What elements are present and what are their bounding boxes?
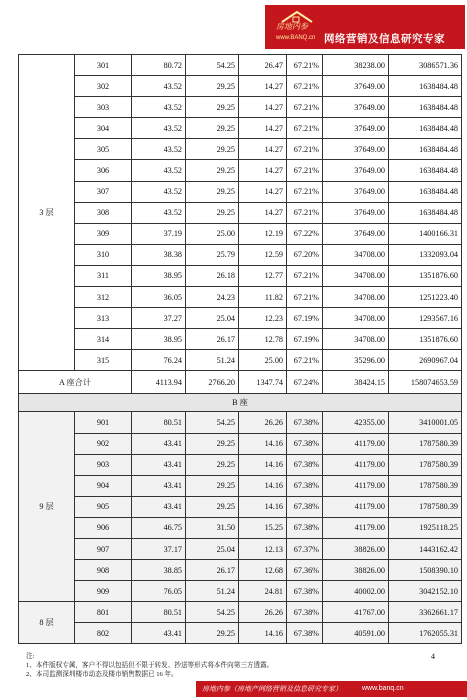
ratio-cell: 67.36% bbox=[287, 560, 323, 581]
inner-area-cell: 54.25 bbox=[186, 412, 239, 433]
inner-area-cell: 26.17 bbox=[186, 329, 239, 350]
total-price-cell: 3042152.10 bbox=[389, 581, 462, 602]
table-row bbox=[19, 223, 462, 244]
unit-price-cell: 37649.00 bbox=[323, 76, 389, 97]
ratio-cell: 67.20% bbox=[287, 244, 323, 265]
total-value-cell: 158074653.59 bbox=[389, 371, 462, 394]
ratio-cell: 67.38% bbox=[287, 496, 323, 517]
table-row bbox=[19, 560, 462, 581]
area-cell: 37.17 bbox=[132, 538, 186, 559]
unit-price-cell: 41179.00 bbox=[323, 517, 389, 538]
ratio-cell: 67.38% bbox=[287, 412, 323, 433]
unit-price-cell: 35296.00 bbox=[323, 350, 389, 371]
area-cell: 43.52 bbox=[132, 139, 186, 160]
shared-area-cell: 26.26 bbox=[239, 602, 287, 623]
header-title: 网络营销及信息研究专家 bbox=[324, 34, 445, 45]
table-row bbox=[19, 350, 462, 371]
area-cell: 43.41 bbox=[132, 496, 186, 517]
total-value-cell: 4113.94 bbox=[132, 371, 186, 394]
shared-area-cell: 12.68 bbox=[239, 560, 287, 581]
total-price-cell: 1762055.31 bbox=[389, 623, 462, 644]
shared-area-cell: 14.27 bbox=[239, 160, 287, 181]
unit-price-cell: 41767.00 bbox=[323, 602, 389, 623]
ratio-cell: 67.38% bbox=[287, 517, 323, 538]
unit-price-cell: 37649.00 bbox=[323, 160, 389, 181]
ratio-cell: 67.21% bbox=[287, 202, 323, 223]
shared-area-cell: 14.27 bbox=[239, 76, 287, 97]
total-label: A 座合计 bbox=[19, 371, 132, 394]
unit-price-cell: 38238.00 bbox=[323, 55, 389, 76]
area-cell: 43.41 bbox=[132, 433, 186, 454]
tower-a-rows bbox=[19, 55, 462, 371]
shared-area-cell: 14.27 bbox=[239, 181, 287, 202]
total-price-cell: 3086571.36 bbox=[389, 55, 462, 76]
table-row bbox=[19, 139, 462, 160]
unit-cell: 306 bbox=[75, 160, 132, 181]
unit-price-cell: 38826.00 bbox=[323, 538, 389, 559]
notes bbox=[26, 652, 446, 679]
inner-area-cell: 29.25 bbox=[186, 433, 239, 454]
total-price-cell: 1638484.48 bbox=[389, 202, 462, 223]
total-price-cell: 1787580.39 bbox=[389, 433, 462, 454]
unit-price-cell: 34708.00 bbox=[323, 329, 389, 350]
unit-price-cell: 37649.00 bbox=[323, 118, 389, 139]
inner-area-cell: 29.25 bbox=[186, 118, 239, 139]
shared-area-cell: 26.47 bbox=[239, 55, 287, 76]
unit-cell: 310 bbox=[75, 244, 132, 265]
total-price-cell: 1638484.48 bbox=[389, 118, 462, 139]
total-price-cell: 1638484.48 bbox=[389, 181, 462, 202]
inner-area-cell: 54.25 bbox=[186, 602, 239, 623]
table-row bbox=[19, 160, 462, 181]
total-price-cell: 1443162.42 bbox=[389, 538, 462, 559]
unit-cell: 903 bbox=[75, 454, 132, 475]
ratio-cell: 67.21% bbox=[287, 55, 323, 76]
inner-area-cell: 54.25 bbox=[186, 55, 239, 76]
area-cell: 43.41 bbox=[132, 454, 186, 475]
shared-area-cell: 25.00 bbox=[239, 350, 287, 371]
total-price-cell: 2690967.04 bbox=[389, 350, 462, 371]
ratio-cell: 67.21% bbox=[287, 118, 323, 139]
table-row bbox=[19, 265, 462, 286]
total-price-cell: 1332093.04 bbox=[389, 244, 462, 265]
unit-cell: 305 bbox=[75, 139, 132, 160]
total-price-cell: 1293567.16 bbox=[389, 308, 462, 329]
table-row bbox=[19, 55, 462, 76]
unit-cell: 908 bbox=[75, 560, 132, 581]
total-price-cell: 1638484.48 bbox=[389, 160, 462, 181]
inner-area-cell: 29.25 bbox=[186, 623, 239, 644]
shared-area-cell: 12.23 bbox=[239, 308, 287, 329]
unit-cell: 302 bbox=[75, 76, 132, 97]
total-value-cell: 1347.74 bbox=[239, 371, 287, 394]
table-row bbox=[19, 202, 462, 223]
inner-area-cell: 25.00 bbox=[186, 223, 239, 244]
table-row bbox=[19, 181, 462, 202]
shared-area-cell: 14.16 bbox=[239, 433, 287, 454]
ratio-cell: 67.38% bbox=[287, 475, 323, 496]
unit-price-cell: 34708.00 bbox=[323, 244, 389, 265]
inner-area-cell: 29.25 bbox=[186, 76, 239, 97]
inner-area-cell: 51.24 bbox=[186, 581, 239, 602]
total-price-cell: 1351876.60 bbox=[389, 265, 462, 286]
ratio-cell: 67.38% bbox=[287, 623, 323, 644]
unit-price-cell: 34708.00 bbox=[323, 287, 389, 308]
area-cell: 43.52 bbox=[132, 76, 186, 97]
unit-cell: 802 bbox=[75, 623, 132, 644]
unit-cell: 902 bbox=[75, 433, 132, 454]
section-title: B 座 bbox=[19, 394, 462, 412]
unit-cell: 901 bbox=[75, 412, 132, 433]
area-cell: 37.27 bbox=[132, 308, 186, 329]
unit-cell: 303 bbox=[75, 97, 132, 118]
table-row bbox=[19, 433, 462, 454]
ratio-cell: 67.21% bbox=[287, 181, 323, 202]
unit-cell: 907 bbox=[75, 538, 132, 559]
tower-b-rows bbox=[19, 412, 462, 644]
unit-cell: 312 bbox=[75, 287, 132, 308]
total-value-cell: 67.24% bbox=[287, 371, 323, 394]
total-value-cell: 2766.20 bbox=[186, 371, 239, 394]
ratio-cell: 67.38% bbox=[287, 581, 323, 602]
area-cell: 38.85 bbox=[132, 560, 186, 581]
total-price-cell: 1787580.39 bbox=[389, 496, 462, 517]
total-price-cell: 1787580.39 bbox=[389, 454, 462, 475]
shared-area-cell: 26.26 bbox=[239, 412, 287, 433]
note-item: 1、本件版权专属，客户不得以包括但不限于转发、抄送等形式将本件向第三方透露。 bbox=[26, 662, 274, 669]
inner-area-cell: 51.24 bbox=[186, 350, 239, 371]
table-row bbox=[19, 602, 462, 623]
sales-table bbox=[18, 54, 462, 644]
inner-area-cell: 29.25 bbox=[186, 139, 239, 160]
unit-cell: 801 bbox=[75, 602, 132, 623]
unit-price-cell: 41179.00 bbox=[323, 475, 389, 496]
table-row bbox=[19, 412, 462, 433]
ratio-cell: 67.21% bbox=[287, 350, 323, 371]
unit-cell: 309 bbox=[75, 223, 132, 244]
unit-cell: 906 bbox=[75, 517, 132, 538]
logo-name: 房地内参 bbox=[276, 22, 308, 31]
ratio-cell: 67.38% bbox=[287, 433, 323, 454]
area-cell: 36.05 bbox=[132, 287, 186, 308]
unit-price-cell: 37649.00 bbox=[323, 202, 389, 223]
ratio-cell: 67.21% bbox=[287, 139, 323, 160]
ratio-cell: 67.22% bbox=[287, 223, 323, 244]
shared-area-cell: 12.13 bbox=[239, 538, 287, 559]
inner-area-cell: 29.25 bbox=[186, 97, 239, 118]
unit-price-cell: 37649.00 bbox=[323, 97, 389, 118]
unit-cell: 308 bbox=[75, 202, 132, 223]
shared-area-cell: 14.16 bbox=[239, 454, 287, 475]
area-cell: 43.52 bbox=[132, 160, 186, 181]
tower-a-total bbox=[19, 371, 462, 394]
table-row bbox=[19, 454, 462, 475]
inner-area-cell: 31.50 bbox=[186, 517, 239, 538]
shared-area-cell: 14.27 bbox=[239, 97, 287, 118]
table-row bbox=[19, 97, 462, 118]
shared-area-cell: 11.82 bbox=[239, 287, 287, 308]
unit-price-cell: 34708.00 bbox=[323, 265, 389, 286]
shared-area-cell: 14.27 bbox=[239, 118, 287, 139]
shared-area-cell: 14.27 bbox=[239, 202, 287, 223]
area-cell: 38.38 bbox=[132, 244, 186, 265]
section-header-row bbox=[19, 394, 462, 412]
ratio-cell: 67.21% bbox=[287, 97, 323, 118]
floor-label: 9 层 bbox=[19, 412, 75, 602]
unit-cell: 304 bbox=[75, 118, 132, 139]
unit-cell: 904 bbox=[75, 475, 132, 496]
unit-cell: 307 bbox=[75, 181, 132, 202]
floor-label: 8 层 bbox=[19, 602, 75, 644]
unit-price-cell: 37649.00 bbox=[323, 223, 389, 244]
table-row bbox=[19, 308, 462, 329]
area-cell: 80.51 bbox=[132, 412, 186, 433]
area-cell: 43.52 bbox=[132, 181, 186, 202]
total-price-cell: 1638484.48 bbox=[389, 76, 462, 97]
unit-price-cell: 40002.00 bbox=[323, 581, 389, 602]
inner-area-cell: 25.04 bbox=[186, 538, 239, 559]
area-cell: 46.75 bbox=[132, 517, 186, 538]
inner-area-cell: 25.79 bbox=[186, 244, 239, 265]
area-cell: 43.41 bbox=[132, 623, 186, 644]
ratio-cell: 67.21% bbox=[287, 265, 323, 286]
shared-area-cell: 12.78 bbox=[239, 329, 287, 350]
total-price-cell: 1638484.48 bbox=[389, 97, 462, 118]
total-price-cell: 3410001.05 bbox=[389, 412, 462, 433]
area-cell: 43.41 bbox=[132, 475, 186, 496]
ratio-cell: 67.38% bbox=[287, 454, 323, 475]
inner-area-cell: 29.25 bbox=[186, 475, 239, 496]
area-cell: 43.52 bbox=[132, 202, 186, 223]
table-row bbox=[19, 623, 462, 644]
footer-url: www.banq.cn bbox=[362, 685, 404, 692]
inner-area-cell: 25.04 bbox=[186, 308, 239, 329]
inner-area-cell: 29.25 bbox=[186, 181, 239, 202]
area-cell: 76.05 bbox=[132, 581, 186, 602]
ratio-cell: 67.19% bbox=[287, 308, 323, 329]
area-cell: 76.24 bbox=[132, 350, 186, 371]
unit-cell: 909 bbox=[75, 581, 132, 602]
inner-area-cell: 29.25 bbox=[186, 160, 239, 181]
table-row bbox=[19, 118, 462, 139]
inner-area-cell: 26.17 bbox=[186, 560, 239, 581]
unit-cell: 311 bbox=[75, 265, 132, 286]
table-row bbox=[19, 76, 462, 97]
ratio-cell: 67.38% bbox=[287, 602, 323, 623]
ratio-cell: 67.37% bbox=[287, 538, 323, 559]
inner-area-cell: 29.25 bbox=[186, 202, 239, 223]
unit-cell: 301 bbox=[75, 55, 132, 76]
table-row bbox=[19, 517, 462, 538]
unit-price-cell: 41179.00 bbox=[323, 433, 389, 454]
area-cell: 43.52 bbox=[132, 118, 186, 139]
unit-price-cell: 41179.00 bbox=[323, 454, 389, 475]
unit-price-cell: 37649.00 bbox=[323, 181, 389, 202]
brand-logo bbox=[276, 10, 326, 44]
total-price-cell: 1638484.48 bbox=[389, 139, 462, 160]
total-price-cell: 1787580.39 bbox=[389, 475, 462, 496]
floor-label: 3 层 bbox=[19, 55, 75, 371]
inner-area-cell: 29.25 bbox=[186, 454, 239, 475]
table-row bbox=[19, 581, 462, 602]
ratio-cell: 67.21% bbox=[287, 160, 323, 181]
inner-area-cell: 24.23 bbox=[186, 287, 239, 308]
total-price-cell: 1351876.60 bbox=[389, 329, 462, 350]
logo-url: www.BANQ.cn bbox=[276, 35, 316, 41]
table-row bbox=[19, 475, 462, 496]
shared-area-cell: 24.81 bbox=[239, 581, 287, 602]
unit-price-cell: 41179.00 bbox=[323, 496, 389, 517]
page-number: 4 bbox=[431, 652, 435, 661]
ratio-cell: 67.21% bbox=[287, 287, 323, 308]
note-item: 2、本司监测深圳楼市动态及楼市销售数据已 16 年。 bbox=[26, 671, 178, 678]
ratio-cell: 67.19% bbox=[287, 329, 323, 350]
total-value-cell: 38424.15 bbox=[323, 371, 389, 394]
total-price-cell: 3362661.17 bbox=[389, 602, 462, 623]
total-price-cell: 1508390.10 bbox=[389, 560, 462, 581]
inner-area-cell: 26.18 bbox=[186, 265, 239, 286]
unit-price-cell: 38826.00 bbox=[323, 560, 389, 581]
table-row bbox=[19, 244, 462, 265]
total-row bbox=[19, 371, 462, 394]
area-cell: 38.95 bbox=[132, 265, 186, 286]
unit-price-cell: 42355.00 bbox=[323, 412, 389, 433]
table-row bbox=[19, 496, 462, 517]
unit-cell: 315 bbox=[75, 350, 132, 371]
area-cell: 43.52 bbox=[132, 97, 186, 118]
notes-heading: 注: bbox=[26, 653, 35, 660]
tower-b-header bbox=[19, 394, 462, 412]
unit-cell: 313 bbox=[75, 308, 132, 329]
area-cell: 38.95 bbox=[132, 329, 186, 350]
unit-price-cell: 40591.00 bbox=[323, 623, 389, 644]
footer-text: 房地内参（房地产网络营销及信息研究专家） bbox=[202, 685, 342, 693]
area-cell: 37.19 bbox=[132, 223, 186, 244]
unit-price-cell: 37649.00 bbox=[323, 139, 389, 160]
shared-area-cell: 15.25 bbox=[239, 517, 287, 538]
unit-cell: 314 bbox=[75, 329, 132, 350]
shared-area-cell: 12.19 bbox=[239, 223, 287, 244]
inner-area-cell: 29.25 bbox=[186, 496, 239, 517]
shared-area-cell: 12.59 bbox=[239, 244, 287, 265]
table-row bbox=[19, 287, 462, 308]
shared-area-cell: 12.77 bbox=[239, 265, 287, 286]
shared-area-cell: 14.16 bbox=[239, 496, 287, 517]
area-cell: 80.51 bbox=[132, 602, 186, 623]
unit-cell: 905 bbox=[75, 496, 132, 517]
total-price-cell: 1251223.40 bbox=[389, 287, 462, 308]
total-price-cell: 1925118.25 bbox=[389, 517, 462, 538]
total-price-cell: 1400166.31 bbox=[389, 223, 462, 244]
area-cell: 80.72 bbox=[132, 55, 186, 76]
shared-area-cell: 14.27 bbox=[239, 139, 287, 160]
table-row bbox=[19, 329, 462, 350]
table-row bbox=[19, 538, 462, 559]
unit-price-cell: 34708.00 bbox=[323, 308, 389, 329]
shared-area-cell: 14.16 bbox=[239, 623, 287, 644]
ratio-cell: 67.21% bbox=[287, 76, 323, 97]
shared-area-cell: 14.16 bbox=[239, 475, 287, 496]
